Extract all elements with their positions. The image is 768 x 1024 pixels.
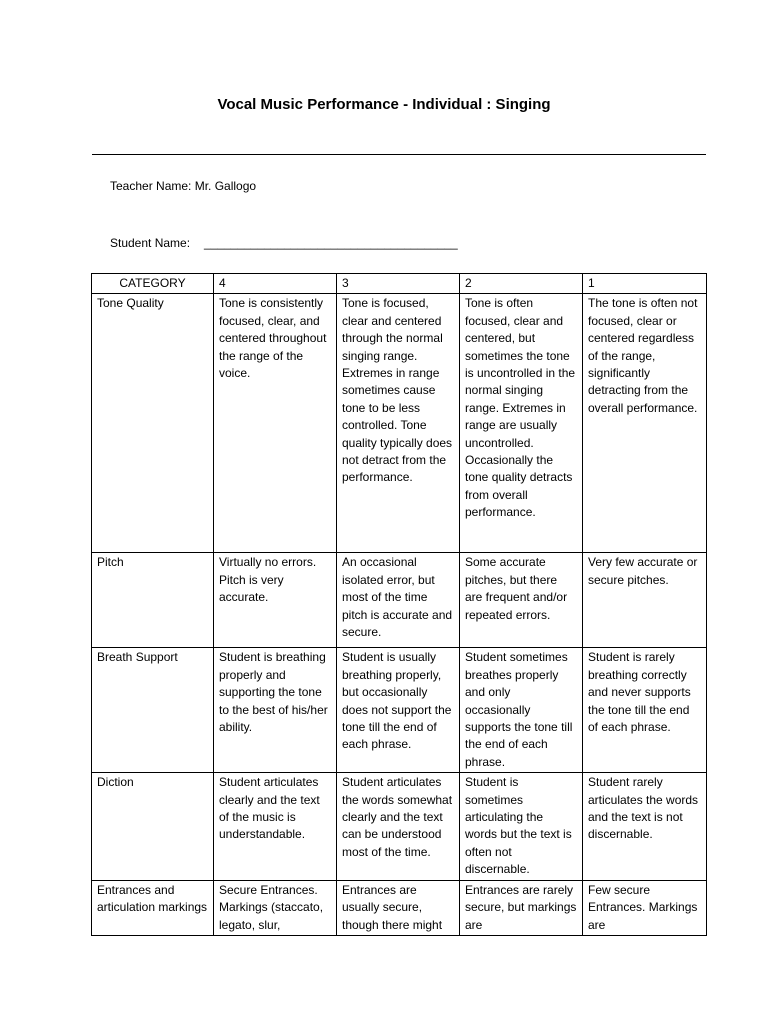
title-divider — [92, 154, 706, 155]
table-row — [92, 880, 707, 935]
student-name-label: Student Name: — [110, 236, 191, 250]
student-name-line — [110, 236, 458, 250]
table-row — [92, 294, 707, 553]
criteria-cell: Student is breathing properly and supporting the tone to the best of his/her ability. — [214, 648, 337, 773]
criteria-cell: The tone is often not focused, clear or centered regardless of the range, significantly detracting from the overall performance. — [583, 294, 707, 553]
table-row — [92, 553, 707, 648]
category-cell: Pitch — [92, 553, 214, 648]
criteria-cell: Some accurate pitches, but there are frequent and/or repeated errors. — [460, 553, 583, 648]
category-cell: Breath Support — [92, 648, 214, 773]
criteria-cell: Tone is often focused, clear and centered, but sometimes the tone is uncontrolled in the normal singing range. Extremes in range are usually uncontrolled. Occasionally the tone quality detracts from overall performance. — [460, 294, 583, 553]
criteria-cell: Very few accurate or secure pitches. — [583, 553, 707, 648]
criteria-cell: Few secure Entrances. Markings are — [583, 880, 707, 935]
criteria-cell: Entrances are rarely secure, but markings are — [460, 880, 583, 935]
document-title: Vocal Music Performance - Individual : Singing — [217, 96, 551, 113]
criteria-cell: An occasional isolated error, but most of the time pitch is accurate and secure. — [337, 553, 460, 648]
rubric-table — [91, 273, 707, 936]
criteria-cell: Secure Entrances. Markings (staccato, legato, slur, — [214, 880, 337, 935]
rubric-header-row — [92, 274, 707, 294]
criteria-cell: Student rarely articulates the words and the text is not discernable. — [583, 773, 707, 880]
criteria-cell: Student is usually breathing properly, but occasionally does not support the tone till the end of each phrase. — [337, 648, 460, 773]
criteria-cell: Student is rarely breathing correctly and never supports the tone till the end of each phrase. — [583, 648, 707, 773]
table-row — [92, 648, 707, 773]
header-score-3: 3 — [337, 274, 460, 294]
criteria-cell: Student articulates the words somewhat clearly and the text can be understood most of the time. — [337, 773, 460, 880]
criteria-cell: Virtually no errors. Pitch is very accurate. — [214, 553, 337, 648]
table-row — [92, 773, 707, 880]
criteria-cell: Student is sometimes articulating the words but the text is often not discernable. — [460, 773, 583, 880]
header-category: CATEGORY — [92, 274, 214, 294]
student-name-blank: ______________________________________ — [204, 236, 458, 250]
teacher-name: Teacher Name: Mr. Gallogo — [110, 179, 257, 193]
criteria-cell: Tone is focused, clear and centered through the normal singing range. Extremes in range sometimes cause tone to be less controlled. Tone quality typically does not detract from the performance. — [337, 294, 460, 553]
header-score-2: 2 — [460, 274, 583, 294]
criteria-cell: Tone is consistently focused, clear, and centered throughout the range of the voice. — [214, 294, 337, 553]
category-cell: Diction — [92, 773, 214, 880]
header-score-1: 1 — [583, 274, 707, 294]
category-cell: Entrances and articulation markings — [92, 880, 214, 935]
header-score-4: 4 — [214, 274, 337, 294]
category-cell: Tone Quality — [92, 294, 214, 553]
criteria-cell: Student sometimes breathes properly and only occasionally supports the tone till the end of each phrase. — [460, 648, 583, 773]
criteria-cell: Entrances are usually secure, though there might — [337, 880, 460, 935]
criteria-cell: Student articulates clearly and the text of the music is understandable. — [214, 773, 337, 880]
